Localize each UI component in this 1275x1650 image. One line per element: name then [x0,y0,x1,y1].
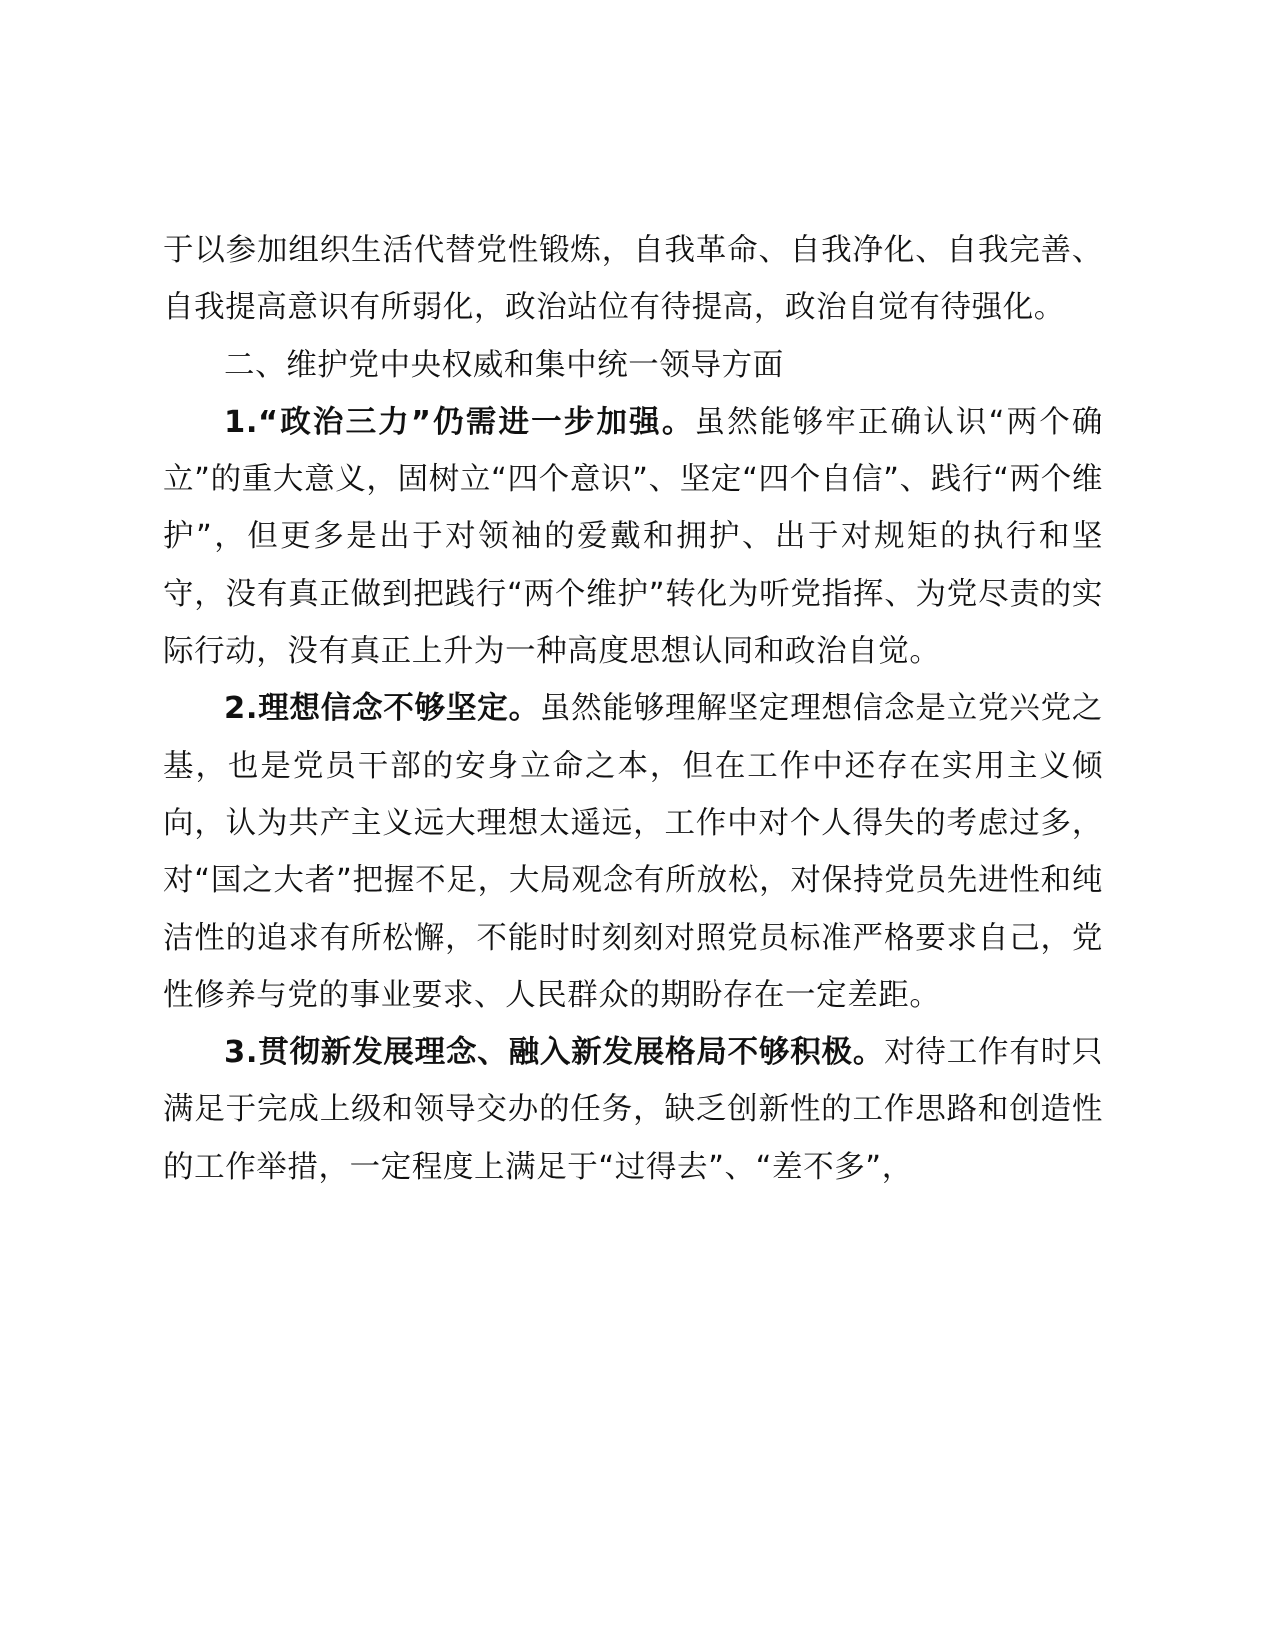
paragraph-text: 于以参加组织生活代替党性锻炼，自我革命、自我净化、自我完善、自我提高意识有所弱化，政治站位有待提高，政治自觉有待强化。 [163,233,1103,326]
item-1-lead: 1.“政治三力”仍需进一步加强。 [224,404,695,440]
item-3-text: 对待工作有时只满足于完成上级和领导交办的任务，缺乏创新性的工作思路和创造性的工作举措，一定程度上满足于“过得去”、“差不多”， [163,1035,1103,1185]
section-heading-text: 二、维护党中央权威和集中统一领导方面 [224,347,784,383]
paragraph-item-3 [163,1024,1103,1196]
document-body [163,222,1103,1196]
item-3-lead: 3.贯彻新发展理念、融入新发展格局不够积极。 [224,1035,885,1071]
paragraph-item-1 [163,394,1103,680]
item-1-text: 虽然能够牢正确认识“两个确立”的重大意义，固树立“四个意识”、坚定“四个自信”、践行“两个维护”，但更多是出于对领袖的爱戴和拥护、出于对规矩的执行和坚守，没有真正做到把践行“两个维护”转化为听党指挥、为党尽责的实际行动，没有真正上升为一种高度思想认同和政治自觉。 [163,404,1104,670]
paragraph-item-2 [163,680,1103,1024]
section-heading [163,337,1103,394]
item-2-text: 虽然能够理解坚定理想信念是立党兴党之基，也是党员干部的安身立命之本，但在工作中还存在实用主义倾向，认为共产主义远大理想太遥远，工作中对个人得失的考虑过多，对“国之大者”把握不足，大局观念有所放松，对保持党员先进性和纯洁性的追求有所松懈，不能时时刻刻对照党员标准严格要求自己，党性修养与党的事业要求、人民群众的期盼存在一定差距。 [163,691,1103,1013]
paragraph-continuation [163,222,1103,337]
item-2-lead: 2.理想信念不够坚定。 [224,691,540,727]
